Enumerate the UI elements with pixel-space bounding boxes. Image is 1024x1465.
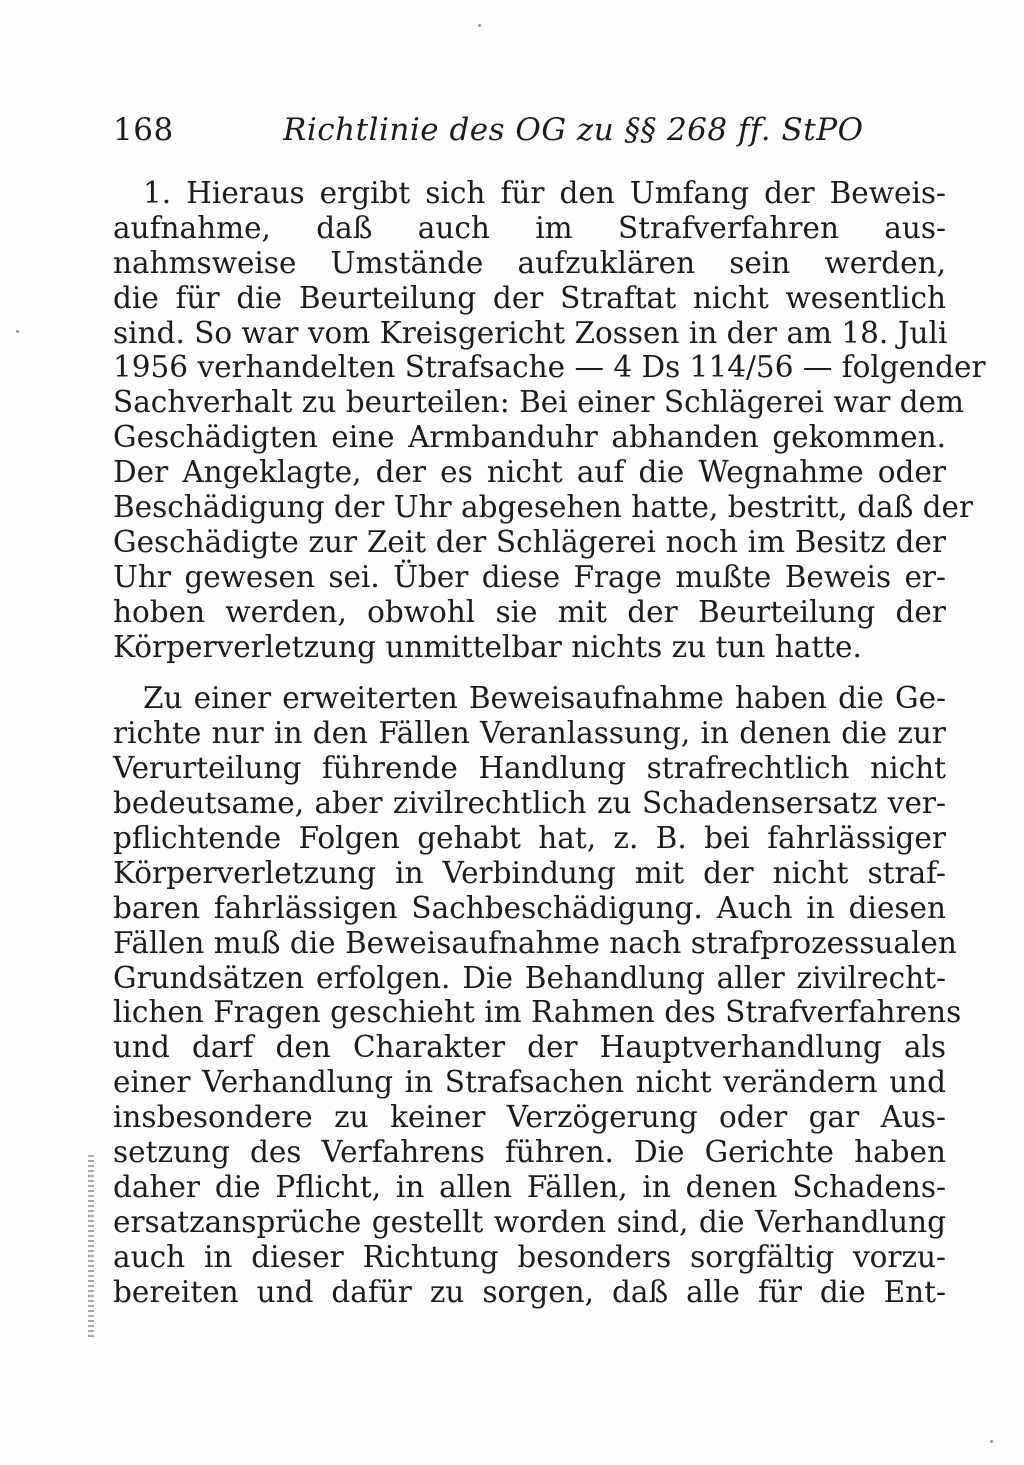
text-line: 1. Hieraus ergibt sich für den Umfang der Beweis- xyxy=(143,176,946,210)
text-line: Geschädigten eine Armbanduhr abhanden gekommen. xyxy=(113,420,946,455)
body-text xyxy=(113,176,986,1310)
text-line: sind. So war vom Kreisgericht Zossen in der am 18. Juli xyxy=(113,315,948,350)
text-line: richte nur in den Fällen Veranlassung, in denen die zur xyxy=(113,716,946,751)
scan-speck xyxy=(478,24,481,27)
text-line: baren fahrlässigen Sachbeschädigung. Auch in diesen xyxy=(113,890,946,925)
text-line: lichen Fragen geschieht im Rahmen des Strafverfahrens xyxy=(113,995,962,1030)
text-line: bedeutsame, aber zivilrechtlich zu Schadensersatz ver- xyxy=(113,786,946,821)
text-line: einer Verhandlung in Strafsachen nicht verändern und xyxy=(113,1065,946,1100)
text-line: insbesondere zu keiner Verzögerung oder gar Aus- xyxy=(113,1100,946,1135)
text-line: ersatzansprüche gestellt worden sind, die Verhandlung xyxy=(113,1204,946,1239)
text-line: Der Angeklagte, der es nicht auf die Wegnahme oder xyxy=(113,455,946,490)
text-line: 1956 verhandelten Strafsache — 4 Ds 114/56 — folgender xyxy=(113,350,986,385)
margin-scan-mark xyxy=(88,1155,94,1340)
scan-speck xyxy=(990,1440,993,1443)
text-line: Fällen muß die Beweisaufnahme nach strafprozessualen xyxy=(113,925,957,960)
text-line: Zu einer erweiterten Beweisaufnahme haben die Ge- xyxy=(143,681,946,716)
text-line: aufnahme, daß auch im Strafverfahren aus- xyxy=(113,210,946,245)
text-line: die für die Beurteilung der Straftat nicht wesentlich xyxy=(113,280,946,315)
page-header xyxy=(113,108,946,152)
text-line: Körperverletzung in Verbindung mit der nicht straf- xyxy=(113,855,946,890)
text-line: Uhr gewesen sei. Über diese Frage mußte Beweis er- xyxy=(113,559,946,594)
text-line: daher die Pflicht, in allen Fällen, in denen Schadens- xyxy=(113,1169,946,1204)
scan-speck xyxy=(16,330,19,333)
text-line: auch in dieser Richtung besonders sorgfältig vorzu- xyxy=(113,1239,946,1274)
text-line: Geschädigte zur Zeit der Schlägerei noch im Besitz der xyxy=(113,524,946,559)
text-line: Körperverletzung unmittelbar nichts zu tun hatte. xyxy=(113,629,862,664)
text-line: Beschädigung der Uhr abgesehen hatte, bestritt, daß der xyxy=(113,490,974,525)
text-line: Verurteilung führende Handlung strafrechtlich nicht xyxy=(113,751,946,786)
text-line: Grundsätzen erfolgen. Die Behandlung aller zivilrecht- xyxy=(113,960,946,995)
paragraph-example xyxy=(113,176,986,664)
text-line: Sachverhalt zu beurteilen: Bei einer Schlägerei war dem xyxy=(113,385,964,420)
text-line: hoben werden, obwohl sie mit der Beurteilung der xyxy=(113,594,946,629)
text-line: bereiten und dafür zu sorgen, daß alle für die Ent- xyxy=(113,1274,946,1309)
text-line: setzung des Verfahrens führen. Die Gerichte haben xyxy=(113,1135,946,1170)
running-title: Richtlinie des OG zu §§ 268 ff. StPO xyxy=(283,112,864,148)
text-line: und darf den Charakter der Hauptverhandlung als xyxy=(113,1030,946,1065)
page-number: 168 xyxy=(113,112,174,148)
text-line: pflichtende Folgen gehabt hat, z. B. bei fahrlässiger xyxy=(113,821,946,856)
text-line: nahmsweise Umstände aufzuklären sein werden, xyxy=(113,245,946,280)
paragraph-erweiterte-beweisaufnahme xyxy=(113,681,962,1309)
